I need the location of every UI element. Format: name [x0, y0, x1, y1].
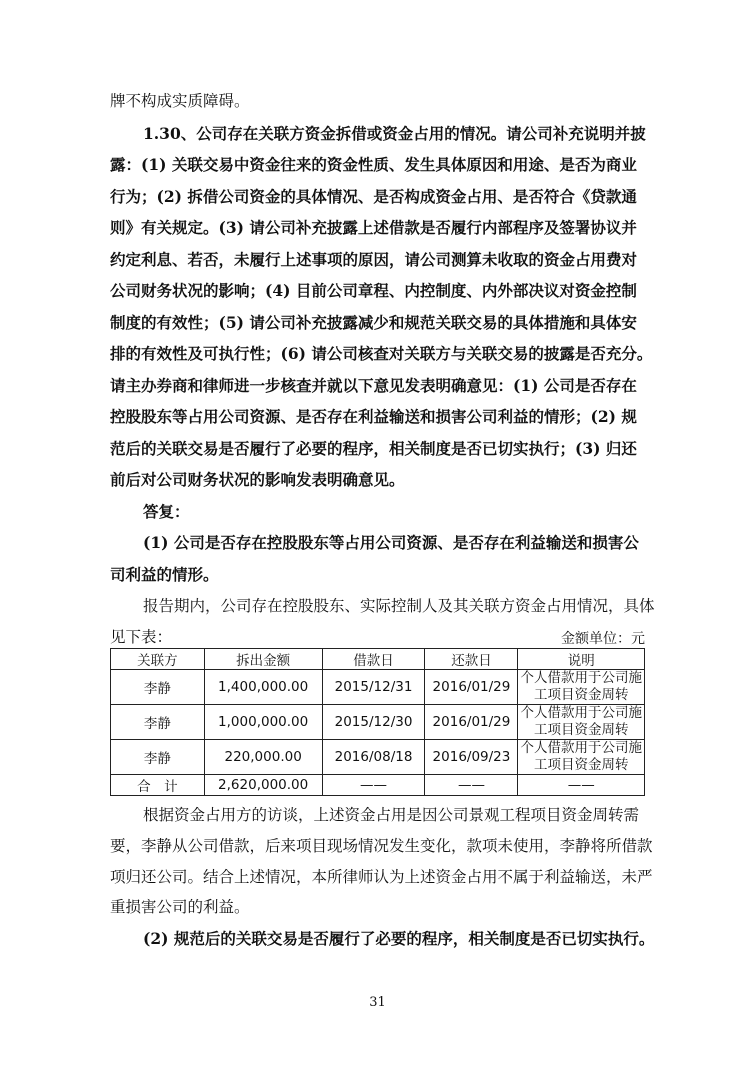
column-header: 说明 — [518, 649, 645, 670]
loan-date-cell: 2016/08/18 — [322, 740, 425, 775]
amount-cell: 1,400,000.00 — [204, 670, 322, 705]
description-cell — [518, 740, 645, 775]
loan-date-cell: 2015/12/31 — [322, 670, 425, 705]
question-line: 1.30、公司存在关联方资金拆借或资金占用的情况。请公司补充说明并披 — [143, 124, 646, 143]
description-line: 工项目资金周转 — [533, 757, 629, 773]
subheading-line: (2) 规范后的关联交易是否履行了必要的程序，相关制度是否已切实执行。 — [143, 929, 655, 948]
answer-heading: 答复： — [143, 502, 190, 521]
table-row — [111, 705, 645, 740]
subheading-line: (1) 公司是否存在控股股东等占用公司资源、是否存在利益输送和损害公 — [143, 533, 639, 552]
related-party-cell: 李静 — [111, 670, 205, 705]
paragraph-line: 见下表： — [110, 628, 173, 646]
description-cell — [518, 670, 645, 705]
total-empty-cell: —— — [518, 775, 645, 796]
description-line: 个人借款用于公司施 — [520, 705, 642, 721]
column-header: 关联方 — [111, 649, 205, 670]
table-header-row — [111, 649, 645, 670]
description-line: 个人借款用于公司施 — [520, 740, 642, 756]
page-number: 31 — [369, 995, 386, 1010]
column-header: 借款日 — [322, 649, 425, 670]
description-line: 工项目资金周转 — [533, 722, 629, 738]
question-line: 请主办券商和律师进一步核查并就以下意见发表明确意见：(1) 公司是否存在 — [110, 376, 637, 395]
question-line: 控股股东等占用公司资源、是否存在利益输送和损害公司利益的情形；(2) 规 — [110, 407, 637, 426]
description-cell — [518, 705, 645, 740]
subheading-line: 司利益的情形。 — [110, 565, 219, 584]
paragraph-line: 项归还公司。结合上述情况，本所律师认为上述资金占用不属于利益输送，未严 — [110, 868, 653, 886]
repay-date-cell: 2016/01/29 — [425, 705, 518, 740]
description-line: 个人借款用于公司施 — [520, 670, 642, 686]
table-total-row — [111, 775, 645, 796]
question-line: 约定利息、若否，未履行上述事项的原因，请公司测算未收取的资金占用费对 — [110, 250, 638, 269]
related-party-cell: 李静 — [111, 740, 205, 775]
paragraph-line: 根据资金占用方的访谈，上述资金占用是因公司景观工程项目资金周转需 — [143, 806, 640, 824]
paragraph-line: 报告期内，公司存在控股股东、实际控制人及其关联方资金占用情况，具体 — [143, 597, 655, 615]
paragraph-line: 要，李静从公司借款，后来项目现场情况发生变化，款项未使用，李静将所借款 — [110, 837, 653, 855]
repay-date-cell: 2016/01/29 — [425, 670, 518, 705]
question-line: 前后对公司财务状况的影响发表明确意见。 — [110, 470, 405, 489]
paragraph-line: 重损害公司的利益。 — [110, 898, 250, 916]
total-empty-cell: —— — [425, 775, 518, 796]
total-amount-cell: 2,620,000.00 — [204, 775, 322, 796]
question-line: 制度的有效性；(5) 请公司补充披露减少和规范关联交易的具体措施和具体安 — [110, 313, 637, 332]
table-row — [111, 740, 645, 775]
loan-date-cell: 2015/12/30 — [322, 705, 425, 740]
related-party-cell: 李静 — [111, 705, 205, 740]
repay-date-cell: 2016/09/23 — [425, 740, 518, 775]
question-line: 则》有关规定。(3) 请公司补充披露上述借款是否履行内部程序及签署协议并 — [110, 218, 637, 237]
question-line: 露：(1) 关联交易中资金往来的资金性质、发生具体原因和用途、是否为商业 — [110, 155, 637, 174]
question-line: 公司财务状况的影响；(4) 目前公司章程、内控制度、内外部决议对资金控制 — [110, 281, 637, 300]
column-header: 还款日 — [425, 649, 518, 670]
amount-cell: 1,000,000.00 — [204, 705, 322, 740]
column-header: 拆出金额 — [204, 649, 322, 670]
question-line: 行为；(2) 拆借公司资金的具体情况、是否构成资金占用、是否符合《贷款通 — [110, 187, 637, 206]
amount-cell: 220,000.00 — [204, 740, 322, 775]
question-line: 范后的关联交易是否履行了必要的程序，相关制度是否已切实执行；(3) 归还 — [110, 439, 637, 458]
total-empty-cell: —— — [322, 775, 425, 796]
paragraph-line: 牌不构成实质障碍。 — [110, 92, 250, 110]
amount-unit-note: 金额单位：元 — [561, 631, 645, 647]
question-line: 排的有效性及可执行性；(6) 请公司核查对关联方与关联交易的披露是否充分。 — [110, 344, 653, 363]
description-line: 工项目资金周转 — [533, 687, 629, 703]
table-row — [111, 670, 645, 705]
total-label-cell: 合 计 — [111, 775, 205, 796]
fund-occupation-table — [110, 648, 645, 796]
